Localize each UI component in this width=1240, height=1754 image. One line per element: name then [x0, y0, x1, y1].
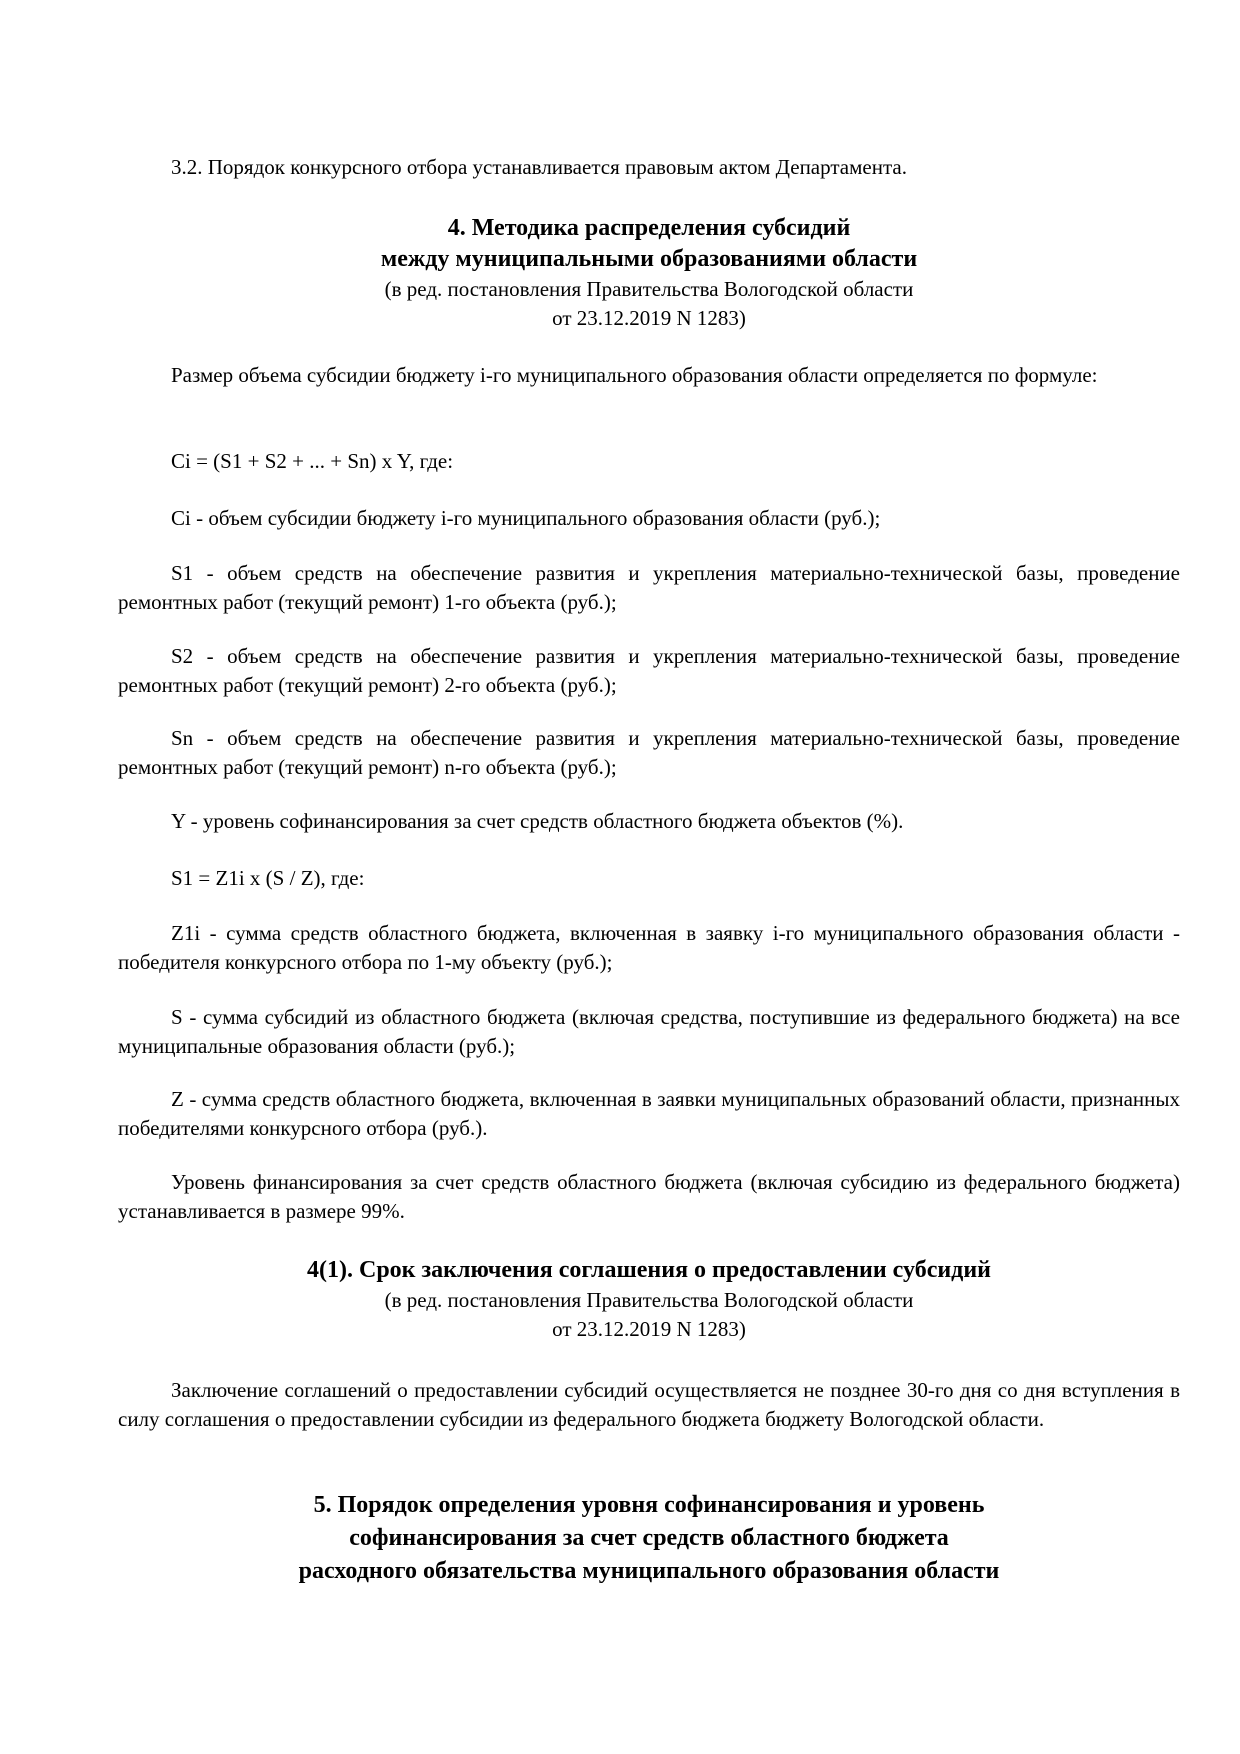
paragraph: Ci - объем субсидии бюджету i-го муниципального образования области (руб.);	[171, 506, 881, 530]
section-title-line: между муниципальными образованиями области	[380, 246, 918, 272]
paragraph-3-2: 3.2. Порядок конкурсного отбора устанавливается правовым актом Департамента.	[171, 155, 907, 179]
paragraph: Sn - объем средств на обеспечение развития и укрепления материально-технической базы, проведение ремонтных работ (текущий ремонт) n-го объекта (руб.);	[118, 726, 1180, 779]
paragraph: Y - уровень софинансирования за счет средств областного бюджета объектов (%).	[171, 809, 904, 833]
section-title-line: расходного обязательства муниципального образования области	[298, 1558, 1000, 1584]
section-5-heading	[118, 1489, 1180, 1588]
paragraph: S1 - объем средств на обеспечение развития и укрепления материально-технической базы, проведение ремонтных работ (текущий ремонт) 1-го объекта (руб.);	[118, 561, 1180, 614]
edition-note: от 23.12.2019 N 1283)	[552, 306, 746, 330]
paragraph: Уровень финансирования за счет средств областного бюджета (включая субсидию из федерального бюджета) устанавливается в размере 99%.	[118, 1170, 1180, 1223]
edition-note: (в ред. постановления Правительства Вологодской области	[384, 1288, 914, 1312]
formula: S1 = Z1i x (S / Z), где:	[171, 866, 365, 890]
paragraph: S2 - объем средств на обеспечение развития и укрепления материально-технической базы, проведение ремонтных работ (текущий ремонт) 2-го объекта (руб.);	[118, 644, 1180, 697]
edition-note: (в ред. постановления Правительства Вологодской области	[384, 277, 914, 301]
paragraph: Размер объема субсидии бюджету i-го муниципального образования области определяется по формуле:	[171, 363, 1098, 387]
formula: Ci = (S1 + S2 + ... + Sn) x Y, где:	[171, 449, 454, 473]
section-4-1-heading	[118, 1255, 1180, 1344]
paragraph: S - сумма субсидий из областного бюджета (включая средства, поступившие из федерального бюджета) на все муниципальные образования области (руб.);	[118, 1005, 1180, 1058]
paragraph: Заключение соглашений о предоставлении субсидий осуществляется не позднее 30-го дня со дня вступления в силу соглашения о предоставлении субсидии из федерального бюджета бюджету Вологодской области.	[118, 1378, 1180, 1431]
section-title-line: 4. Методика распределения субсидий	[447, 215, 851, 241]
paragraph: Z1i - сумма средств областного бюджета, включенная в заявку i-го муниципального образования области - победителя конкурсного отбора по 1-му объекту (руб.);	[118, 921, 1180, 974]
section-title-line: 4(1). Срок заключения соглашения о предоставлении субсидий	[307, 1257, 991, 1283]
section-title-line: софинансирования за счет средств областного бюджета	[349, 1525, 949, 1551]
section-4-heading	[118, 213, 1180, 333]
edition-note: от 23.12.2019 N 1283)	[552, 1317, 746, 1341]
section-title-line: 5. Порядок определения уровня софинансирования и уровень	[313, 1492, 985, 1518]
paragraph: Z - сумма средств областного бюджета, включенная в заявки муниципальных образований области, признанных победителями конкурсного отбора (руб.).	[118, 1087, 1180, 1140]
